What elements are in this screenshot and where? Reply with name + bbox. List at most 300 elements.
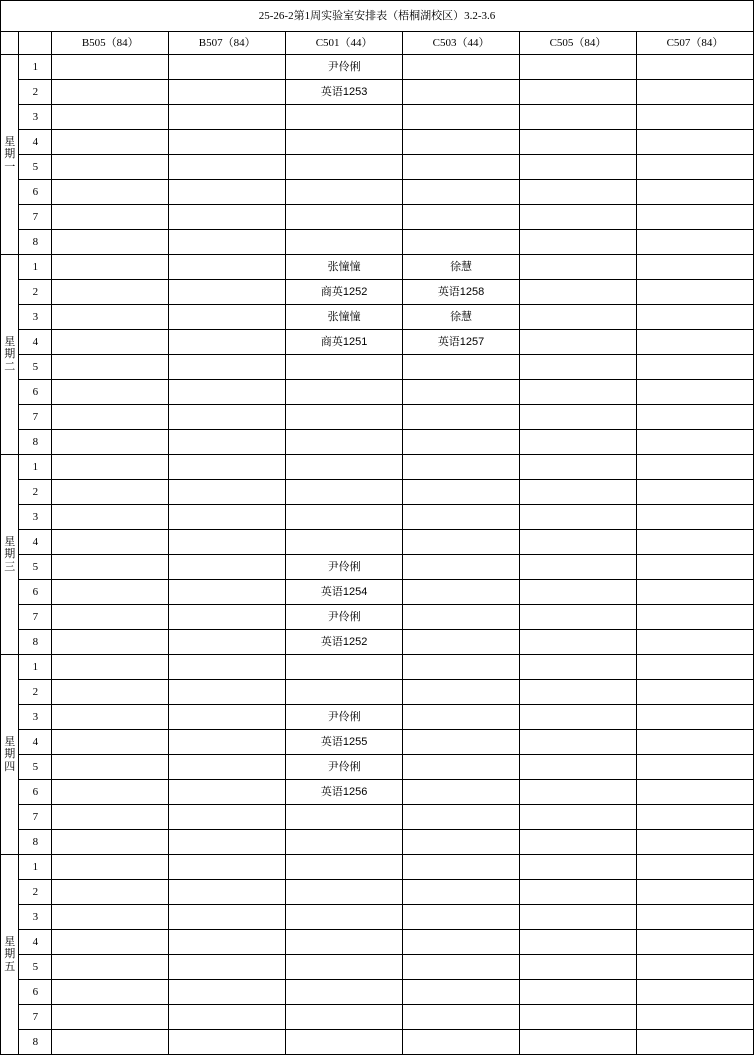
table-row: [1, 680, 754, 705]
schedule-cell[interactable]: [636, 105, 753, 130]
schedule-cell[interactable]: [52, 955, 169, 980]
schedule-cell[interactable]: [286, 455, 403, 480]
schedule-cell[interactable]: [636, 780, 753, 805]
schedule-cell[interactable]: [286, 855, 403, 880]
schedule-cell[interactable]: 英语1256: [286, 780, 403, 805]
day-label-char: 期: [4, 948, 16, 961]
period-number: 6: [19, 980, 52, 1005]
schedule-cell[interactable]: [520, 730, 637, 755]
schedule-cell[interactable]: [52, 905, 169, 930]
room-header-4: C503（44）: [403, 32, 520, 55]
schedule-cell[interactable]: [403, 530, 520, 555]
schedule-cell[interactable]: [520, 555, 637, 580]
period-number: 3: [19, 705, 52, 730]
schedule-cell[interactable]: 尹伶俐: [286, 755, 403, 780]
schedule-cell[interactable]: [520, 880, 637, 905]
schedule-cell[interactable]: [52, 480, 169, 505]
schedule-cell[interactable]: [52, 1005, 169, 1030]
schedule-cell[interactable]: [52, 430, 169, 455]
schedule-cell[interactable]: [286, 1005, 403, 1030]
schedule-cell[interactable]: 尹伶俐: [286, 55, 403, 80]
schedule-cell[interactable]: [169, 205, 286, 230]
schedule-cell[interactable]: [636, 955, 753, 980]
schedule-cell[interactable]: [286, 380, 403, 405]
period-number: 8: [19, 430, 52, 455]
schedule-cell[interactable]: [403, 705, 520, 730]
room-header-5: C505（84）: [520, 32, 637, 55]
schedule-cell[interactable]: [520, 905, 637, 930]
schedule-cell[interactable]: [169, 505, 286, 530]
schedule-cell[interactable]: 英语1257: [403, 330, 520, 355]
table-row: [1, 330, 754, 355]
schedule-cell[interactable]: [520, 105, 637, 130]
table-row: [1, 55, 754, 80]
header-corner-period: [19, 32, 52, 55]
schedule-cell[interactable]: [169, 930, 286, 955]
schedule-cell[interactable]: [636, 480, 753, 505]
schedule-cell[interactable]: [52, 930, 169, 955]
schedule-cell[interactable]: [286, 655, 403, 680]
schedule-cell[interactable]: [52, 255, 169, 280]
schedule-cell[interactable]: [286, 930, 403, 955]
schedule-cell[interactable]: [52, 80, 169, 105]
schedule-cell[interactable]: [636, 80, 753, 105]
schedule-cell[interactable]: [520, 255, 637, 280]
schedule-cell[interactable]: [520, 230, 637, 255]
schedule-cell[interactable]: [403, 955, 520, 980]
schedule-cell[interactable]: [169, 230, 286, 255]
schedule-cell[interactable]: 尹伶俐: [286, 605, 403, 630]
schedule-cell[interactable]: [52, 180, 169, 205]
period-number: 8: [19, 630, 52, 655]
schedule-cell[interactable]: [286, 680, 403, 705]
header-corner-day: [1, 32, 19, 55]
schedule-cell[interactable]: [520, 605, 637, 630]
schedule-cell[interactable]: [52, 505, 169, 530]
schedule-cell[interactable]: [286, 980, 403, 1005]
schedule-cell[interactable]: [169, 630, 286, 655]
schedule-cell[interactable]: [286, 180, 403, 205]
schedule-cell[interactable]: 英语1258: [403, 280, 520, 305]
schedule-cell[interactable]: [52, 230, 169, 255]
schedule-cell[interactable]: [636, 130, 753, 155]
schedule-cell[interactable]: [403, 1030, 520, 1055]
schedule-cell[interactable]: [52, 830, 169, 855]
schedule-cell[interactable]: [403, 455, 520, 480]
schedule-cell[interactable]: [169, 355, 286, 380]
schedule-cell[interactable]: [52, 530, 169, 555]
schedule-cell[interactable]: [52, 805, 169, 830]
room-header-3: C501（44）: [286, 32, 403, 55]
schedule-cell[interactable]: [520, 580, 637, 605]
schedule-cell[interactable]: [403, 505, 520, 530]
schedule-cell[interactable]: [520, 780, 637, 805]
schedule-cell[interactable]: [52, 1030, 169, 1055]
schedule-cell[interactable]: [403, 930, 520, 955]
schedule-cell[interactable]: [169, 255, 286, 280]
schedule-cell[interactable]: [636, 280, 753, 305]
header-row: [1, 32, 754, 55]
schedule-cell[interactable]: [636, 230, 753, 255]
schedule-cell[interactable]: [520, 405, 637, 430]
table-row: [1, 755, 754, 780]
schedule-cell[interactable]: [403, 130, 520, 155]
schedule-cell[interactable]: [636, 355, 753, 380]
schedule-cell[interactable]: [286, 155, 403, 180]
day-label-5: [1, 855, 19, 1055]
schedule-cell[interactable]: [403, 755, 520, 780]
schedule-cell[interactable]: [520, 480, 637, 505]
schedule-cell[interactable]: [169, 280, 286, 305]
schedule-cell[interactable]: 英语1252: [286, 630, 403, 655]
schedule-cell[interactable]: [520, 855, 637, 880]
schedule-cell[interactable]: [403, 805, 520, 830]
table-row: [1, 555, 754, 580]
schedule-cell[interactable]: [636, 255, 753, 280]
schedule-cell[interactable]: [286, 230, 403, 255]
day-label-char: 五: [4, 960, 16, 973]
table-row: [1, 480, 754, 505]
schedule-cell[interactable]: [520, 505, 637, 530]
schedule-cell[interactable]: [520, 430, 637, 455]
schedule-cell[interactable]: [403, 905, 520, 930]
table-row: [1, 805, 754, 830]
schedule-cell[interactable]: [403, 405, 520, 430]
schedule-cell[interactable]: [52, 880, 169, 905]
period-number: 4: [19, 130, 52, 155]
table-row: [1, 580, 754, 605]
schedule-cell[interactable]: [169, 780, 286, 805]
room-header-1: B505（84）: [52, 32, 169, 55]
schedule-cell[interactable]: [403, 780, 520, 805]
table-row: [1, 155, 754, 180]
schedule-cell[interactable]: [52, 655, 169, 680]
schedule-cell[interactable]: [520, 930, 637, 955]
schedule-cell[interactable]: [403, 155, 520, 180]
schedule-cell[interactable]: [520, 380, 637, 405]
schedule-cell[interactable]: [169, 80, 286, 105]
schedule-cell[interactable]: [169, 1005, 286, 1030]
schedule-cell[interactable]: [403, 555, 520, 580]
schedule-cell[interactable]: [52, 555, 169, 580]
schedule-cell[interactable]: [636, 680, 753, 705]
schedule-cell[interactable]: [636, 730, 753, 755]
period-number: 7: [19, 405, 52, 430]
schedule-cell[interactable]: [636, 205, 753, 230]
schedule-cell[interactable]: [520, 80, 637, 105]
schedule-cell[interactable]: [169, 905, 286, 930]
table-row: [1, 930, 754, 955]
schedule-cell[interactable]: [286, 1030, 403, 1055]
schedule-cell[interactable]: [636, 380, 753, 405]
table-row: [1, 105, 754, 130]
schedule-cell[interactable]: [520, 305, 637, 330]
schedule-cell[interactable]: [52, 380, 169, 405]
schedule-cell[interactable]: [169, 480, 286, 505]
schedule-cell[interactable]: [169, 330, 286, 355]
schedule-cell[interactable]: [52, 155, 169, 180]
schedule-cell[interactable]: [636, 655, 753, 680]
schedule-cell[interactable]: [52, 205, 169, 230]
schedule-cell[interactable]: [403, 480, 520, 505]
schedule-cell[interactable]: [520, 280, 637, 305]
schedule-cell[interactable]: [636, 1030, 753, 1055]
schedule-cell[interactable]: [169, 855, 286, 880]
table-row: [1, 455, 754, 480]
schedule-cell[interactable]: [169, 655, 286, 680]
schedule-cell[interactable]: [403, 380, 520, 405]
schedule-cell[interactable]: [169, 605, 286, 630]
schedule-cell[interactable]: [636, 705, 753, 730]
schedule-cell[interactable]: [403, 605, 520, 630]
schedule-cell[interactable]: [520, 455, 637, 480]
schedule-cell[interactable]: [636, 330, 753, 355]
table-row: [1, 280, 754, 305]
schedule-cell[interactable]: [52, 630, 169, 655]
schedule-cell[interactable]: [403, 55, 520, 80]
schedule-cell[interactable]: [636, 455, 753, 480]
schedule-cell[interactable]: [403, 855, 520, 880]
period-number: 2: [19, 480, 52, 505]
schedule-cell[interactable]: [636, 555, 753, 580]
schedule-cell[interactable]: [403, 630, 520, 655]
schedule-cell[interactable]: [403, 655, 520, 680]
schedule-cell[interactable]: [636, 55, 753, 80]
schedule-cell[interactable]: [636, 805, 753, 830]
schedule-cell[interactable]: [403, 105, 520, 130]
table-row: [1, 780, 754, 805]
schedule-cell[interactable]: [286, 530, 403, 555]
table-row: [1, 955, 754, 980]
schedule-cell[interactable]: [169, 980, 286, 1005]
schedule-cell[interactable]: [169, 55, 286, 80]
schedule-cell[interactable]: [520, 705, 637, 730]
schedule-cell[interactable]: [169, 555, 286, 580]
title-row: [1, 1, 754, 32]
schedule-cell[interactable]: [636, 305, 753, 330]
schedule-cell[interactable]: [520, 830, 637, 855]
schedule-cell[interactable]: [636, 855, 753, 880]
schedule-cell[interactable]: [52, 755, 169, 780]
schedule-cell[interactable]: [636, 830, 753, 855]
schedule-cell[interactable]: [169, 155, 286, 180]
schedule-cell[interactable]: [636, 980, 753, 1005]
period-number: 3: [19, 305, 52, 330]
schedule-cell[interactable]: [52, 705, 169, 730]
schedule-cell[interactable]: 英语1253: [286, 80, 403, 105]
schedule-cell[interactable]: [520, 955, 637, 980]
period-number: 5: [19, 755, 52, 780]
schedule-cell[interactable]: [403, 430, 520, 455]
schedule-cell[interactable]: [520, 680, 637, 705]
table-row: [1, 830, 754, 855]
table-row: [1, 430, 754, 455]
schedule-cell[interactable]: [286, 805, 403, 830]
schedule-cell[interactable]: [169, 405, 286, 430]
table-row: [1, 80, 754, 105]
schedule-cell[interactable]: [52, 730, 169, 755]
schedule-cell[interactable]: [52, 355, 169, 380]
schedule-cell[interactable]: [636, 430, 753, 455]
table-row: [1, 980, 754, 1005]
table-row: [1, 405, 754, 430]
schedule-cell[interactable]: [52, 980, 169, 1005]
schedule-cell[interactable]: [403, 830, 520, 855]
period-number: 7: [19, 605, 52, 630]
day-label-char: 星: [4, 936, 16, 949]
day-label-char: 期: [4, 348, 16, 361]
schedule-cell[interactable]: [403, 730, 520, 755]
schedule-cell[interactable]: [169, 755, 286, 780]
schedule-cell[interactable]: [636, 530, 753, 555]
schedule-cell[interactable]: [169, 830, 286, 855]
day-label-3: [1, 455, 19, 655]
schedule-cell[interactable]: [520, 205, 637, 230]
period-number: 6: [19, 780, 52, 805]
schedule-cell[interactable]: [286, 480, 403, 505]
schedule-cell[interactable]: [286, 830, 403, 855]
schedule-cell[interactable]: [286, 955, 403, 980]
schedule-cell[interactable]: [52, 455, 169, 480]
schedule-cell[interactable]: [286, 505, 403, 530]
schedule-cell[interactable]: [520, 980, 637, 1005]
schedule-cell[interactable]: 徐慧: [403, 255, 520, 280]
schedule-cell[interactable]: [520, 1005, 637, 1030]
schedule-cell[interactable]: [52, 855, 169, 880]
schedule-cell[interactable]: [636, 180, 753, 205]
schedule-cell[interactable]: [636, 405, 753, 430]
schedule-cell[interactable]: [52, 105, 169, 130]
schedule-cell[interactable]: 英语1254: [286, 580, 403, 605]
schedule-cell[interactable]: [403, 355, 520, 380]
schedule-cell[interactable]: [169, 580, 286, 605]
schedule-cell[interactable]: 尹伶俐: [286, 555, 403, 580]
day-label-char: 一: [4, 160, 16, 173]
table-row: [1, 1030, 754, 1055]
schedule-cell[interactable]: [52, 280, 169, 305]
schedule-cell[interactable]: [52, 680, 169, 705]
schedule-cell[interactable]: [403, 80, 520, 105]
schedule-cell[interactable]: 尹伶俐: [286, 705, 403, 730]
table-row: [1, 1005, 754, 1030]
schedule-cell[interactable]: [520, 130, 637, 155]
schedule-cell[interactable]: 商英1251: [286, 330, 403, 355]
period-number: 3: [19, 505, 52, 530]
schedule-cell[interactable]: [636, 1005, 753, 1030]
schedule-cell[interactable]: [403, 680, 520, 705]
schedule-cell[interactable]: [169, 955, 286, 980]
schedule-cell[interactable]: [636, 505, 753, 530]
schedule-cell[interactable]: [520, 330, 637, 355]
schedule-cell[interactable]: [52, 405, 169, 430]
schedule-cell[interactable]: [286, 105, 403, 130]
schedule-cell[interactable]: [520, 755, 637, 780]
table-row: [1, 305, 754, 330]
schedule-cell[interactable]: [52, 580, 169, 605]
schedule-cell[interactable]: [286, 905, 403, 930]
schedule-cell[interactable]: 张憧憧: [286, 255, 403, 280]
schedule-cell[interactable]: [286, 130, 403, 155]
schedule-cell[interactable]: [52, 305, 169, 330]
schedule-cell[interactable]: [520, 630, 637, 655]
schedule-cell[interactable]: [520, 655, 637, 680]
schedule-cell[interactable]: [169, 730, 286, 755]
schedule-cell[interactable]: [169, 880, 286, 905]
day-label-char: 期: [4, 148, 16, 161]
schedule-cell[interactable]: [403, 580, 520, 605]
schedule-cell[interactable]: [636, 880, 753, 905]
period-number: 1: [19, 855, 52, 880]
schedule-cell[interactable]: [52, 130, 169, 155]
schedule-cell[interactable]: [169, 680, 286, 705]
schedule-cell[interactable]: [520, 55, 637, 80]
schedule-cell[interactable]: [520, 530, 637, 555]
schedule-cell[interactable]: [520, 155, 637, 180]
schedule-cell[interactable]: [169, 380, 286, 405]
table-row: [1, 605, 754, 630]
schedule-cell[interactable]: [403, 1005, 520, 1030]
schedule-cell[interactable]: [520, 1030, 637, 1055]
period-number: 4: [19, 730, 52, 755]
schedule-cell[interactable]: [169, 1030, 286, 1055]
schedule-cell[interactable]: [286, 205, 403, 230]
schedule-cell[interactable]: [286, 880, 403, 905]
schedule-cell[interactable]: [636, 580, 753, 605]
schedule-cell[interactable]: [636, 905, 753, 930]
schedule-cell[interactable]: [169, 105, 286, 130]
schedule-cell[interactable]: [286, 405, 403, 430]
period-number: 5: [19, 155, 52, 180]
schedule-cell[interactable]: [52, 55, 169, 80]
schedule-cell[interactable]: [636, 630, 753, 655]
schedule-cell[interactable]: [520, 805, 637, 830]
schedule-cell[interactable]: [169, 130, 286, 155]
schedule-cell[interactable]: [286, 430, 403, 455]
schedule-cell[interactable]: [52, 605, 169, 630]
schedule-cell[interactable]: [636, 605, 753, 630]
schedule-cell[interactable]: [403, 230, 520, 255]
schedule-cell[interactable]: 英语1255: [286, 730, 403, 755]
period-number: 4: [19, 330, 52, 355]
schedule-cell[interactable]: [636, 755, 753, 780]
schedule-cell[interactable]: [403, 180, 520, 205]
schedule-cell[interactable]: [52, 330, 169, 355]
schedule-cell[interactable]: [52, 780, 169, 805]
schedule-cell[interactable]: [169, 705, 286, 730]
table-row: [1, 855, 754, 880]
schedule-cell[interactable]: [403, 880, 520, 905]
schedule-cell[interactable]: [169, 455, 286, 480]
schedule-cell[interactable]: [520, 355, 637, 380]
schedule-cell[interactable]: [636, 155, 753, 180]
schedule-cell[interactable]: [169, 805, 286, 830]
table-row: [1, 880, 754, 905]
schedule-cell[interactable]: [169, 430, 286, 455]
schedule-cell[interactable]: [169, 180, 286, 205]
schedule-cell[interactable]: [520, 180, 637, 205]
table-row: [1, 130, 754, 155]
schedule-cell[interactable]: [286, 355, 403, 380]
schedule-cell[interactable]: 商英1252: [286, 280, 403, 305]
schedule-cell[interactable]: 徐慧: [403, 305, 520, 330]
schedule-cell[interactable]: [169, 530, 286, 555]
period-number: 1: [19, 55, 52, 80]
schedule-cell[interactable]: 张憧憧: [286, 305, 403, 330]
schedule-cell[interactable]: [636, 930, 753, 955]
schedule-cell[interactable]: [403, 980, 520, 1005]
schedule-cell[interactable]: [169, 305, 286, 330]
schedule-cell[interactable]: [403, 205, 520, 230]
